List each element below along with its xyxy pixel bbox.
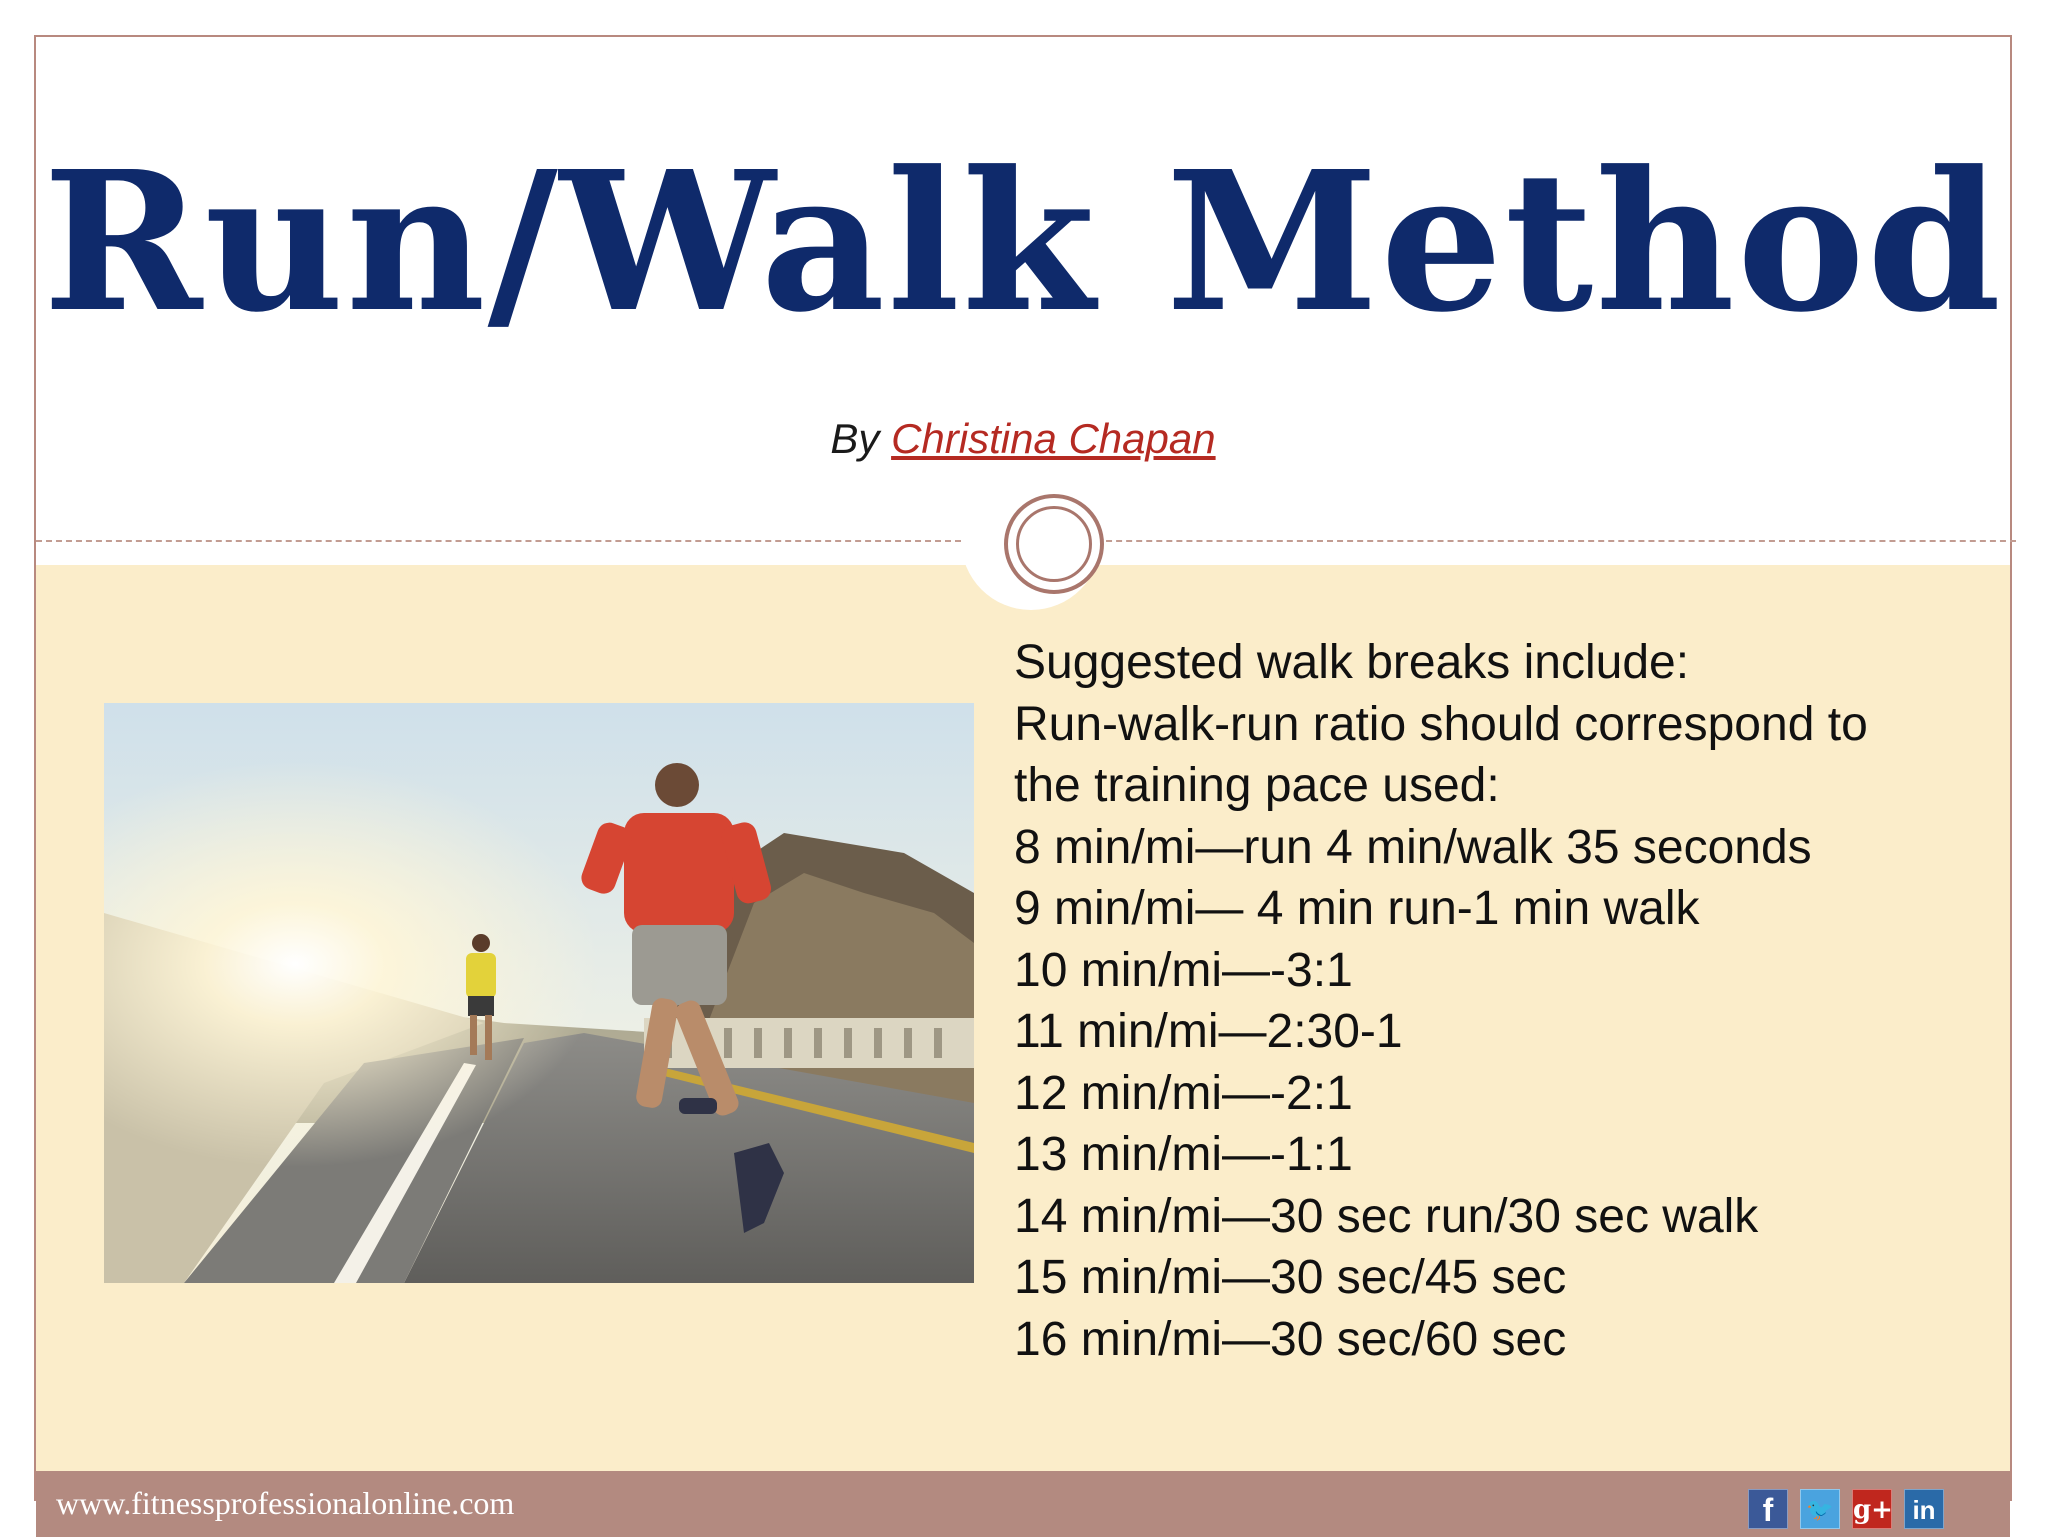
linkedin-icon[interactable]: in <box>1904 1489 1944 1529</box>
footer-bar <box>36 1471 2010 1537</box>
byline <box>36 415 2010 463</box>
author-link[interactable]: Christina Chapan <box>891 415 1216 462</box>
walk-breaks-line: Run-walk-run ratio should correspond to <box>1014 697 1868 751</box>
divider-right <box>1096 540 2016 542</box>
walk-breaks-line: 9 min/mi— 4 min run-1 min walk <box>1014 882 1700 935</box>
divider-left <box>36 540 961 542</box>
walk-breaks-line: 8 min/mi—run 4 min/walk 35 seconds <box>1014 820 1812 874</box>
walk-breaks-line: the training pace used: <box>1014 759 1500 812</box>
google-plus-icon[interactable]: g+ <box>1852 1489 1892 1529</box>
walk-breaks-line: 16 min/mi—30 sec/60 sec <box>1014 1312 1567 1366</box>
walk-breaks-line: Suggested walk breaks include: <box>1014 636 1690 689</box>
walk-breaks-list <box>1014 632 1994 1370</box>
divider-ring-icon <box>1004 494 1104 594</box>
walk-breaks-line: 12 min/mi—-2:1 <box>1014 1066 1353 1120</box>
twitter-icon[interactable]: 🐦 <box>1800 1489 1840 1529</box>
walk-breaks-line: 15 min/mi—30 sec/45 sec <box>1014 1251 1567 1304</box>
walk-breaks-line: 11 min/mi—2:30-1 <box>1014 1005 1403 1058</box>
page-title: Run/Walk Method <box>42 130 2004 355</box>
runners-photo <box>104 703 974 1283</box>
divider-ring-inner <box>1016 506 1092 582</box>
walk-breaks-line: 10 min/mi—-3:1 <box>1014 943 1353 997</box>
walk-breaks-line: 14 min/mi—30 sec run/30 sec walk <box>1014 1189 1759 1243</box>
runners-photo-illustration <box>104 703 974 1283</box>
facebook-icon[interactable]: f <box>1748 1489 1788 1529</box>
footer-url-link[interactable]: www.fitnessprofessionalonline.com <box>56 1485 515 1521</box>
slide-frame <box>34 35 2012 1528</box>
byline-prefix: By <box>830 415 880 462</box>
walk-breaks-line: 13 min/mi—-1:1 <box>1014 1128 1353 1181</box>
